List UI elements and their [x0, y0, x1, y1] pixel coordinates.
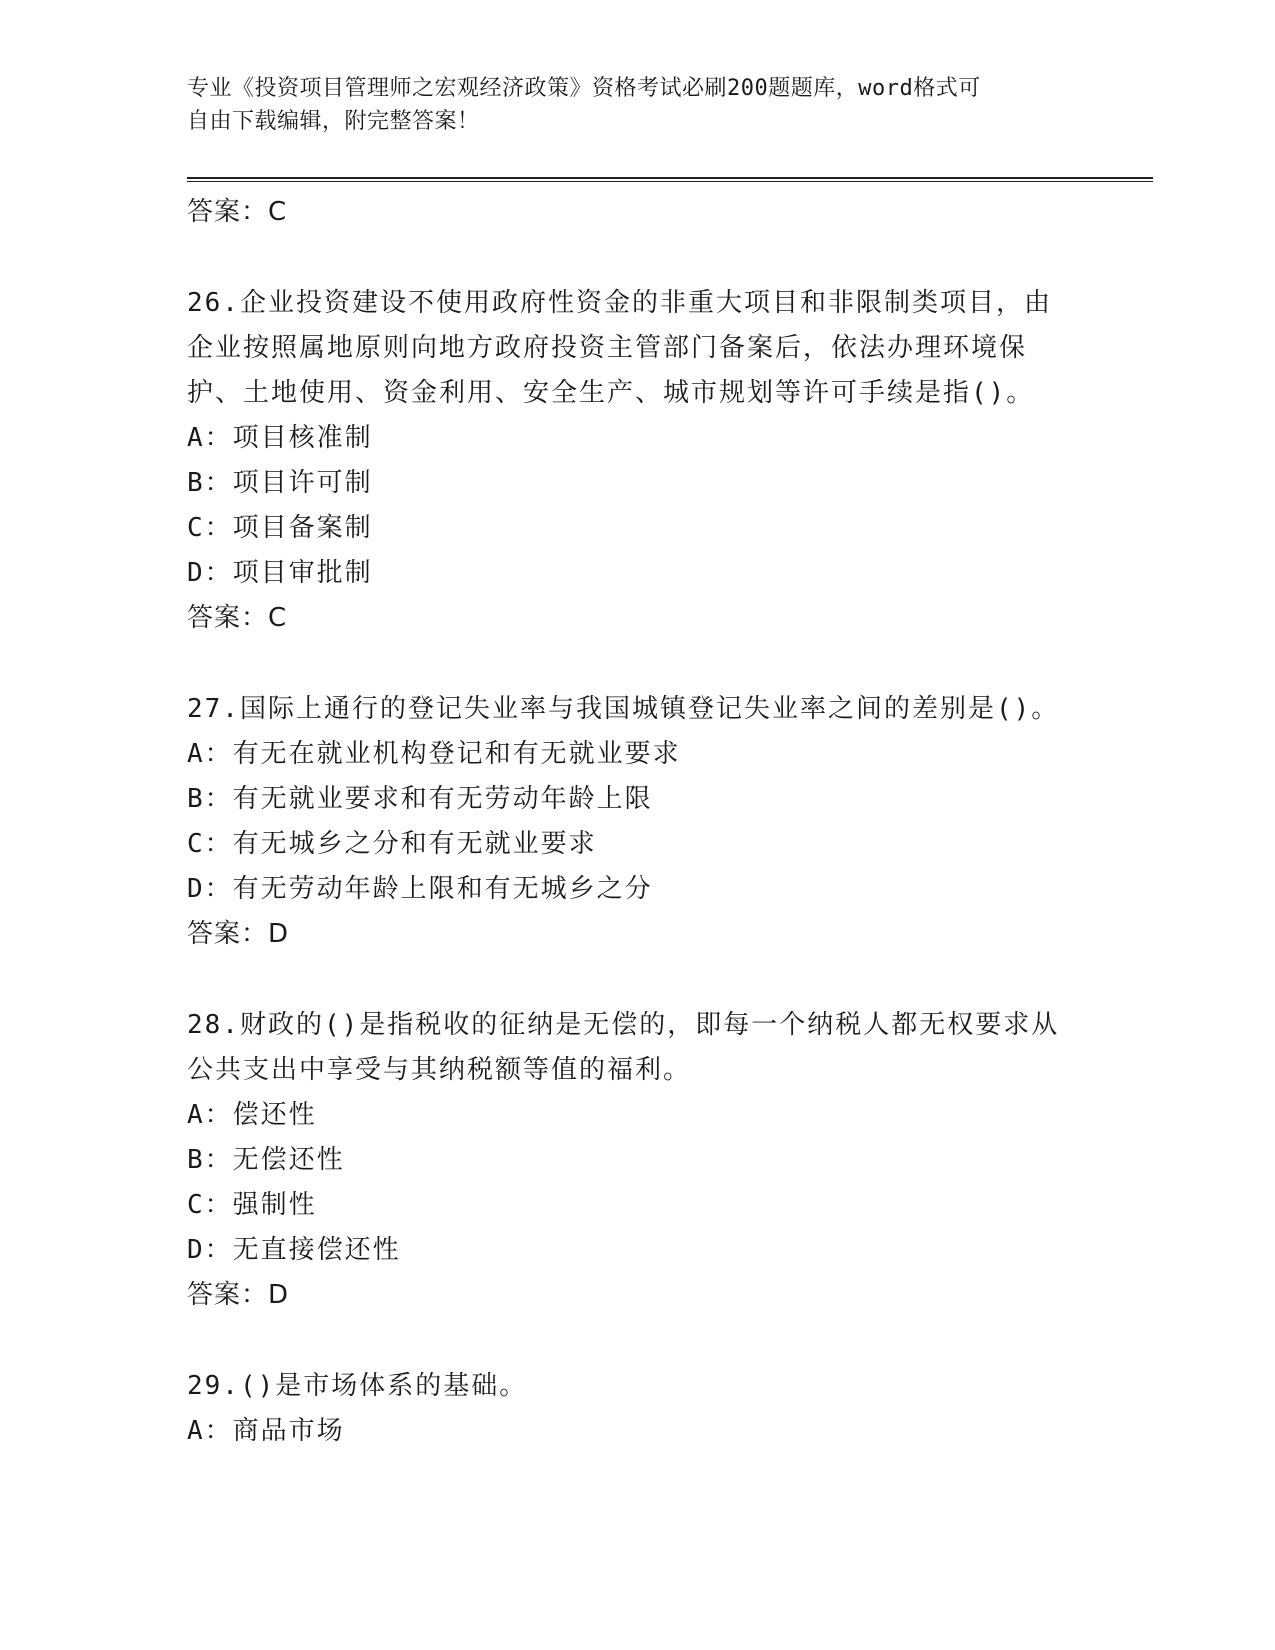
option-c: C：强制性: [187, 1190, 317, 1220]
question-text: 护、土地使用、资金利用、安全生产、城市规划等许可手续是指()。: [187, 378, 1035, 408]
question-text: 企业按照属地原则向地方政府投资主管部门备案后，依法办理环境保: [187, 333, 1028, 363]
header-line-2: 自由下载编辑，附完整答案！: [187, 109, 480, 134]
header-line-1: 专业《投资项目管理师之宏观经济政策》资格考试必刷200题题库，word格式可: [187, 76, 981, 101]
question-26: [187, 281, 1087, 641]
question-list: [187, 190, 1087, 1454]
option-a: A：偿还性: [187, 1100, 317, 1130]
option-a: A：商品市场: [187, 1416, 345, 1446]
previous-answer: 答案：C: [187, 197, 288, 227]
document-header: [187, 72, 1087, 138]
answer: 答案：D: [187, 1280, 290, 1310]
option-d: D：无直接偿还性: [187, 1235, 401, 1265]
question-27: [187, 687, 1087, 957]
answer: 答案：D: [187, 919, 290, 949]
option-a: A：项目核准制: [187, 423, 373, 453]
option-a: A：有无在就业机构登记和有无就业要求: [187, 739, 681, 769]
question-28: [187, 1003, 1087, 1318]
question-text: 27.国际上通行的登记失业率与我国城镇登记失业率之间的差别是()。: [187, 694, 1060, 724]
answer: 答案：C: [187, 603, 288, 633]
header-divider-thin: [187, 181, 1153, 182]
option-c: C：有无城乡之分和有无就业要求: [187, 829, 597, 859]
option-d: D：有无劳动年龄上限和有无城乡之分: [187, 874, 653, 904]
question-text: 26.企业投资建设不使用政府性资金的非重大项目和非限制类项目，由: [187, 288, 1052, 318]
question-text: 公共支出中享受与其纳税额等值的福利。: [187, 1055, 692, 1085]
question-text: 29.()是市场体系的基础。: [187, 1371, 528, 1401]
header-divider: [187, 177, 1153, 179]
option-c: C：项目备案制: [187, 513, 373, 543]
option-b: B：无偿还性: [187, 1145, 345, 1175]
question-text: 28.财政的()是指税收的征纳是无偿的，即每一个纳税人都无权要求从: [187, 1010, 1060, 1040]
option-b: B：项目许可制: [187, 468, 373, 498]
option-d: D：项目审批制: [187, 558, 373, 588]
question-29: [187, 1364, 1087, 1454]
option-b: B：有无就业要求和有无劳动年龄上限: [187, 784, 653, 814]
